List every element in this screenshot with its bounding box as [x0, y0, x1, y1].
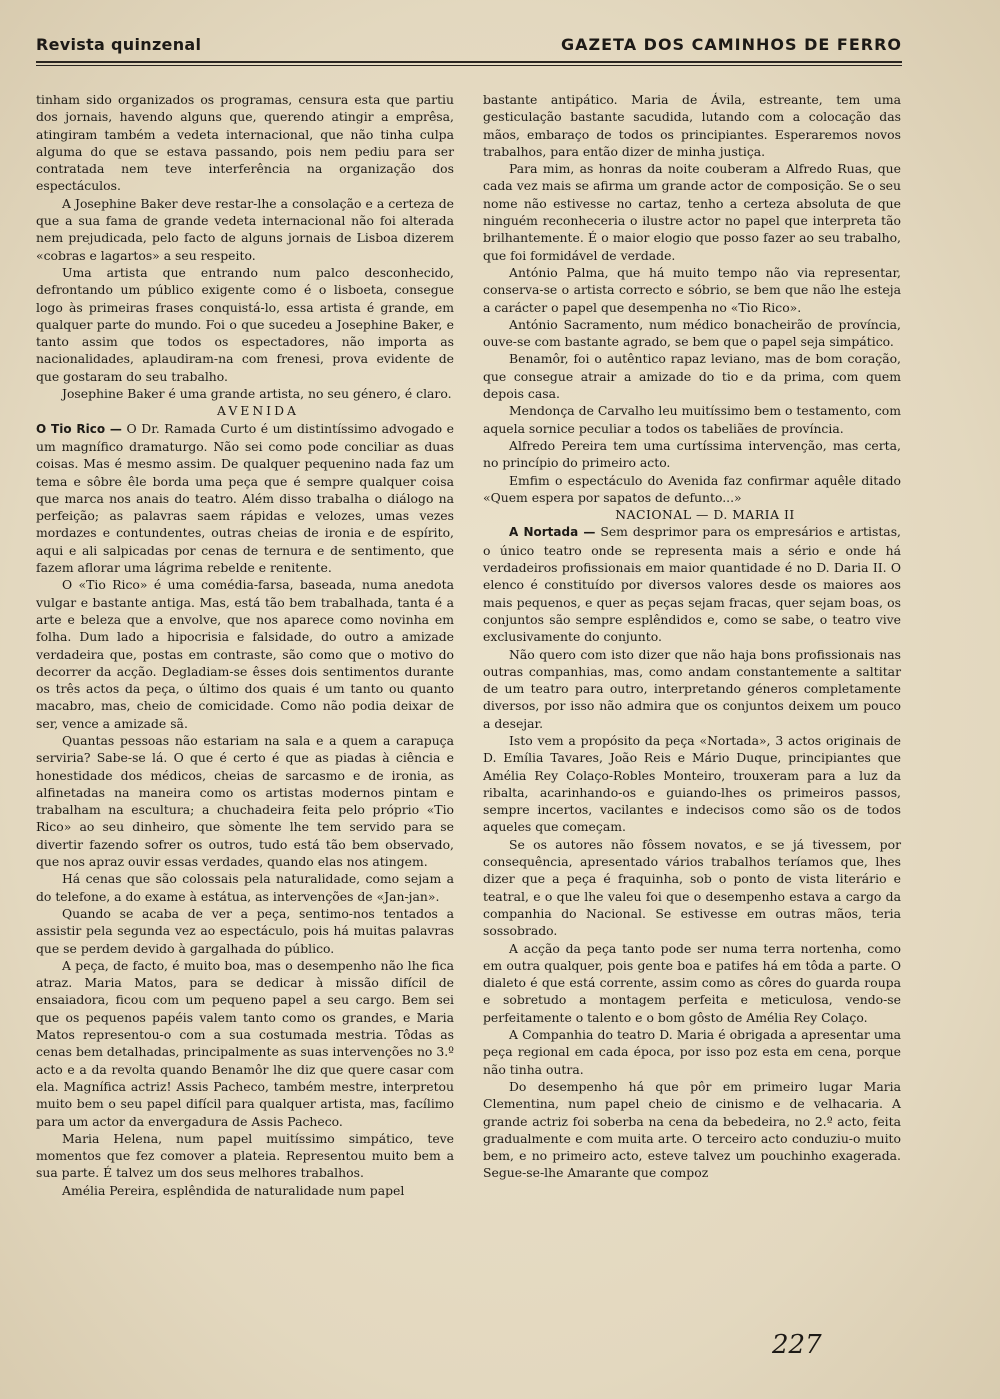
paragraph: Para mim, as honras da noite couberam a Alfredo Ruas, que cada vez mais se afirma um grande actor de composição. Se o seu nome não estivesse no cartaz, tenho a certeza absoluta de que ninguém reconheceria o ilustre actor no papel que interpreta tão brilhantemente. É o maior elogio que posso fazer ao seu trabalho, que foi formidável de verdade.	[483, 161, 901, 263]
section-title: AVENIDA	[217, 403, 299, 419]
paragraph: Mendonça de Carvalho leu muitíssimo bem o testamento, com aquela sornice peculiar a todos os tabeliães de província.	[483, 403, 901, 436]
header-rule	[36, 61, 902, 63]
lead-title: A Nortada —	[509, 525, 596, 540]
lead-text: Sem desprimor para os empresários e artistas, o único teatro onde se representa mais a sério e onde há verdadeiros profissionais em maior quantidade é no D. Daria II. O elenco é constituído por diversos valores desde os maiores aos mais pequenos, e quer as peças sejam fracas, quer sejam boas, os conjuntos são sempre esplêndidos e, como se sabe, o teatro vive exclusivamente do conjunto.	[483, 524, 901, 645]
paragraph: Josephine Baker é uma grande artista, no seu género, é claro.	[62, 386, 452, 402]
paragraph: Alfredo Pereira tem uma curtíssima intervenção, mas certa, no princípio do primeiro acto.	[483, 437, 901, 471]
paragraph: Há cenas que são colossais pela naturalidade, como sejam a do telefone, a do exame à estátua, as intervenções de «Jan-jan».	[36, 871, 454, 904]
paragraph-lead	[483, 523, 901, 645]
paragraph: Emfim o espectáculo do Avenida faz confirmar aquêle ditado «Quem espera por sapatos de defunto...»	[483, 472, 901, 505]
header-left: Revista quinzenal	[36, 35, 202, 54]
paragraph: A acção da peça tanto pode ser numa terra nortenha, como em outra qualquer, pois gente boa e patifes há em tôda a parte. O dialeto é que está corrente, assim como as côres do guarda roupa e sobretudo a montagem perfeita e meticulosa, vendo-se perfeitamente o talento e o bom gôsto de Amélia Rey Colaço.	[483, 940, 901, 1025]
paragraph: A Josephine Baker deve restar-lhe a consolação e a certeza de que a sua fama de grande vedeta internacional não foi alterada nem prejudicada, pelo facto de alguns jornais de Lisboa dizerem «cobras e lagartos» a seu respeito.	[36, 195, 454, 263]
lead-text: O Dr. Ramada Curto é um distintíssimo advogado e um magnífico dramaturgo. Não sei como pode conciliar as duas coisas. Mas é mesmo assim. De qualquer pequenino nada faz um tema e sôbre êle borda uma peça que é sempre qualquer coisa que marca nos anais do teatro. Além disso trabalha o diálogo na perfeição; as palavras saem rápidas e velozes, umas vezes mordazes e contundentes, outras cheias de ironia e de espírito, aqui e ali salpicadas por cenas de ternura e de sentimento, que fazem aflorar uma lágrima rebelde e renitente.	[36, 420, 454, 576]
page-number: 227	[772, 1330, 822, 1360]
header-right: GAZETA DOS CAMINHOS DE FERRO	[560, 35, 902, 54]
paragraph: A peça, de facto, é muito boa, mas o desempenho não lhe fica atraz. Maria Matos, para se dedicar à missão difícil de ensaiadora, ficou com um pequeno papel a seu cargo. Bem sei que os pequenos papéis valem tanto como os grandes, e Maria Matos representou-o com a sua costumada mestria. Tôdas as cenas bem detalhadas, principalmente as suas intervenções no 3.º acto e a da revolta quando Benamôr lhe diz que quere casar com ela. Magnífica actriz! Assis Pacheco, também mestre, interpretou muito bem o seu papel difícil para qualquer artista, mas, facílimo para um actor da envergadura de Assis Pacheco.	[36, 957, 454, 1129]
paragraph: Benamôr, foi o autêntico rapaz leviano, mas de bom coração, que consegue atrair a amizade do tio e da prima, com quem depois casa.	[483, 351, 901, 402]
paragraph: bastante antipático. Maria de Ávila, estreante, tem uma gesticulação bastante sacudida, lutando com a colocação das mãos, embaraço de todos os principiantes. Esperaremos novos trabalhos, para então dizer de minha justiça.	[483, 92, 901, 159]
left-column	[36, 91, 454, 1199]
section-title: NACIONAL — D. MARIA II	[615, 507, 795, 523]
paragraph-lead	[36, 420, 454, 577]
paragraph: Amélia Pereira, esplêndida de naturalidade num papel	[62, 1182, 405, 1198]
paragraph: Isto vem a propósito da peça «Nortada», 3 actos originais de D. Emília Tavares, João Reis e Mário Duque, principiantes que Amélia Rey Colaço-Robles Monteiro, trouxeram para a luz da ribalta, acarinhando-os e guiando-lhes os primeiros passos, sempre incertos, vacilantes e indecisos como são os de todos aqueles que começam.	[483, 732, 901, 835]
paragraph: Maria Helena, num papel muitíssimo simpático, teve momentos que fez comover a plateia. Representou muito bem a sua parte. É talvez um dos seus melhores trabalhos.	[36, 1130, 454, 1181]
paragraph: Uma artista que entrando num palco desconhecido, defrontando um público exigente como é o lisboeta, consegue logo às primeiras frases conquistá-lo, essa artista é grande, em qualquer parte do mundo. Foi o que sucedeu a Josephine Baker, e tanto assim que todos os espectadores, não importa as nacionalidades, aplaudiram-na com frenesi, prova evidente de que gostaram do seu trabalho.	[36, 264, 454, 384]
paragraph: António Palma, que há muito tempo não via representar, conserva-se o artista correcto e sóbrio, se bem que não lhe esteja a carácter o papel que desempenha no «Tio Rico».	[483, 264, 901, 315]
paragraph: Quantas pessoas não estariam na sala e a quem a carapuça serviria? Sabe-se lá. O que é certo é que as piadas à ciência e honestidade dos médicos, cheias de sarcasmo e de ironia, as alfinetadas na maneira como os artistas modernos pintam e trabalham na escultura; a chuchadeira feita pelo próprio «Tio Rico» ao seu dinheiro, que sòmente lhe tem servido para se divertir fazendo sofrer os outros, tudo está tão bem observado, que nos apraz ouvir essas verdades, quando elas nos atingem.	[36, 732, 454, 870]
paragraph: Quando se acaba de ver a peça, sentimo-nos tentados a assistir pela segunda vez ao espectáculo, pois há muitas palavras que se perdem devido à gargalhada do público.	[36, 905, 454, 956]
paragraph: Não quero com isto dizer que não haja bons profissionais nas outras companhias, mas, como andam constantemente a saltitar de um teatro para outro, interpretando géneros completamente diversos, por isso não admira que os conjuntos deixem um pouco a desejar.	[483, 646, 901, 731]
right-column	[483, 91, 901, 1182]
lead-title: O Tio Rico —	[36, 421, 122, 436]
header-rule-thin	[36, 65, 902, 66]
running-header	[36, 33, 902, 57]
paragraph: A Companhia do teatro D. Maria é obrigada a apresentar uma peça regional em cada época, por isso poz esta em cena, porque não tinha outra.	[483, 1027, 901, 1077]
paragraph: Do desempenho há que pôr em primeiro lugar Maria Clementina, num papel cheio de cinismo e de velhacaria. A grande actriz foi soberba na cena da bebedeira, no 2.º acto, feita gradualmente e com muita arte. O terceiro acto conduziu-o muito bem, e no primeiro acto, esteve talvez um pouchinho exagerada. Segue-se-lhe Amarante que compoz	[483, 1078, 901, 1181]
paragraph: António Sacramento, num médico bonacheirão de província, ouve-se com bastante agrado, se bem que o papel seja simpático.	[483, 316, 901, 350]
paragraph: Se os autores não fôssem novatos, e se já tivessem, por consequência, apresentado vários trabalhos teríamos que, lhes dizer que a peça é fraquinha, sob o ponto de vista literário e teatral, e o que lhe valeu foi que o desempenho estava a cargo da companhia do Nacional. Se estivesse em outras mãos, teria sossobrado.	[483, 836, 901, 939]
paragraph: O «Tio Rico» é uma comédia-farsa, baseada, numa anedota vulgar e bastante antiga. Mas, está tão bem trabalhada, tanta é a arte e beleza que a envolve, que nos aparece como novinha em folha. Dum lado a hipocrisia e falsidade, do outro a amizade verdadeira que, postas em contraste, são como que o motivo do decorrer da acção. Degladiam-se êsses dois sentimentos durante os três actos da peça, o último dos quais é um tanto ou quanto macabro, mas, cheio de comicidade. Como não podia deixar de ser, vence a amizade sã.	[36, 577, 454, 731]
paragraph: tinham sido organizados os programas, censura esta que partiu dos jornais, havendo alguns que, querendo atingir a emprêsa, atingiram também a vedeta internacional, que não tinha culpa alguma do que se estava passando, pois nem pediu para ser contratada nem teve interferência na organização dos espectáculos.	[36, 92, 454, 194]
